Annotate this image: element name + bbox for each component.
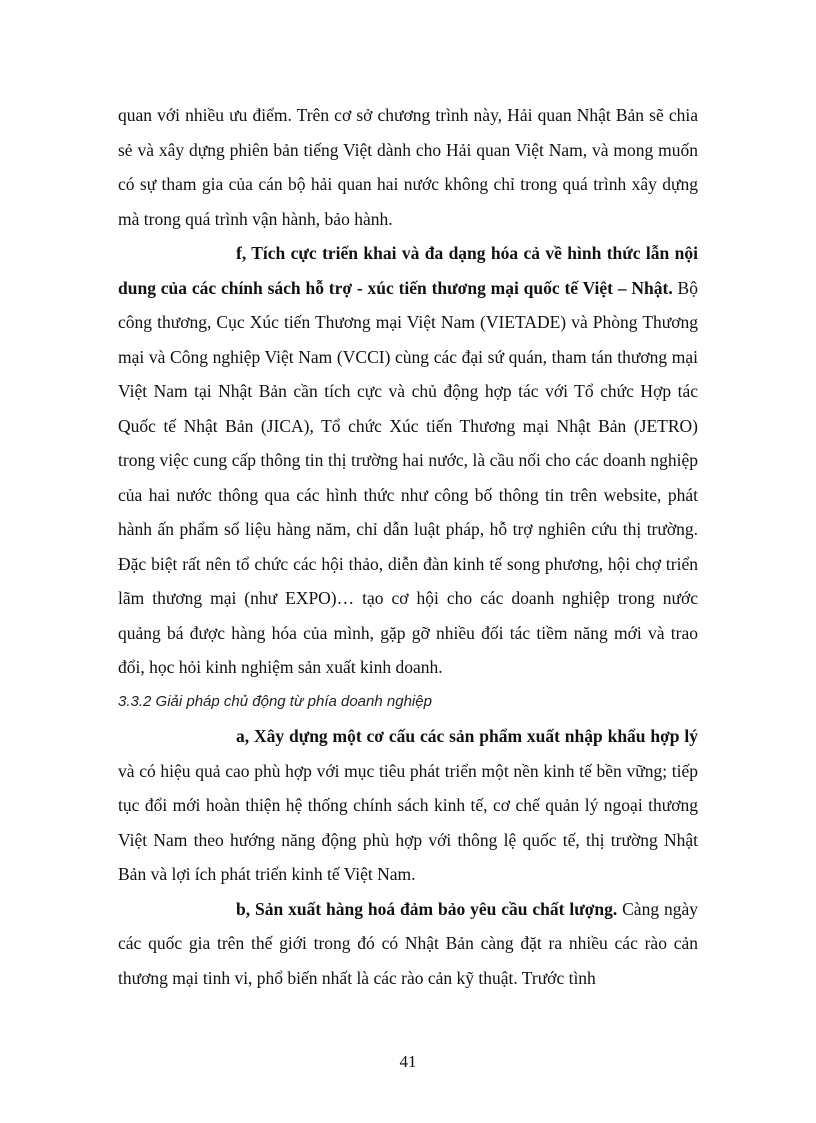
paragraph-export-structure [118,719,698,892]
body-text [118,98,698,995]
paragraph-trade-promotion-heading: f, Tích cực triển khai và đa dạng hóa cả về hình thức lẫn nội dung của các chính sách hỗ trợ - xúc tiến thương mại quốc tế Việt – Nhật. [118,243,698,298]
paragraph-export-structure-heading: a, Xây dựng một cơ cấu các sản phẩm xuất nhập khẩu hợp lý [236,726,698,746]
paragraph-export-structure-text: và có hiệu quả cao phù hợp với mục tiêu phát triển một nền kinh tế bền vững; tiếp tục đổi mới hoàn thiện hệ thống chính sách kinh tế, cơ chế quản lý ngoại thương Việt Nam theo hướng năng động phù hợp với thông lệ quốc tế, thị trường Nhật Bản và lợi ích phát triển kinh tế Việt Nam. [118,760,698,884]
paragraph-trade-promotion [118,236,698,685]
page-number: 41 [399,1052,417,1071]
paragraph-quality [118,892,698,996]
paragraph-quality-text: Càng ngày các quốc gia trên thế giới trong đó có Nhật Bản càng đặt ra nhiều các rào cản thương mại tinh vi, phổ biến nhất là các rào cản kỹ thuật. Trước tình [118,898,698,988]
paragraph-customs [118,98,698,236]
paragraph-customs-text: quan với nhiều ưu điểm. Trên cơ sở chương trình này, Hải quan Nhật Bản sẽ chia sẻ và xây dựng phiên bản tiếng Việt dành cho Hải quan Việt Nam, và mong muốn có sự tham gia của cán bộ hải quan hai nước không chỉ trong quá trình xây dựng mà trong quá trình vận hành, bảo hành. [118,105,698,229]
section-heading: 3.3.2 Giải pháp chủ động từ phía doanh nghiệp [118,692,432,710]
paragraph-trade-promotion-text: Bộ công thương, Cục Xúc tiến Thương mại Việt Nam (VIETADE) và Phòng Thương mại và Công nghiệp Việt Nam (VCCI) cùng các đại sứ quán, tham tán thương mại Việt Nam tại Nhật Bản cần tích cực và chủ động hợp tác với Tổ chức Hợp tác Quốc tế Nhật Bản (JICA), Tổ chức Xúc tiến Thương mại Nhật Bản (JETRO) trong việc cung cấp thông tin thị trường hai nước, là cầu nối cho các doanh nghiệp của hai nước thông qua các hình thức như công bố thông tin trên website, phát hành ấn phẩm số liệu hàng năm, chỉ dẫn luật pháp, hỗ trợ nghiên cứu thị trường. Đặc biệt rất nên tổ chức các hội thảo, diễn đàn kinh tế song phương, hội chợ triển lãm thương mại (như EXPO)… tạo cơ hội cho các doanh nghiệp trong nước quảng bá được hàng hóa của mình, gặp gỡ nhiều đối tác tiềm năng mới và trao đổi, học hỏi kinh nghiệm sản xuất kinh doanh. [118,277,698,677]
paragraph-quality-heading: b, Sản xuất hàng hoá đảm bảo yêu cầu chất lượng. [236,898,618,919]
